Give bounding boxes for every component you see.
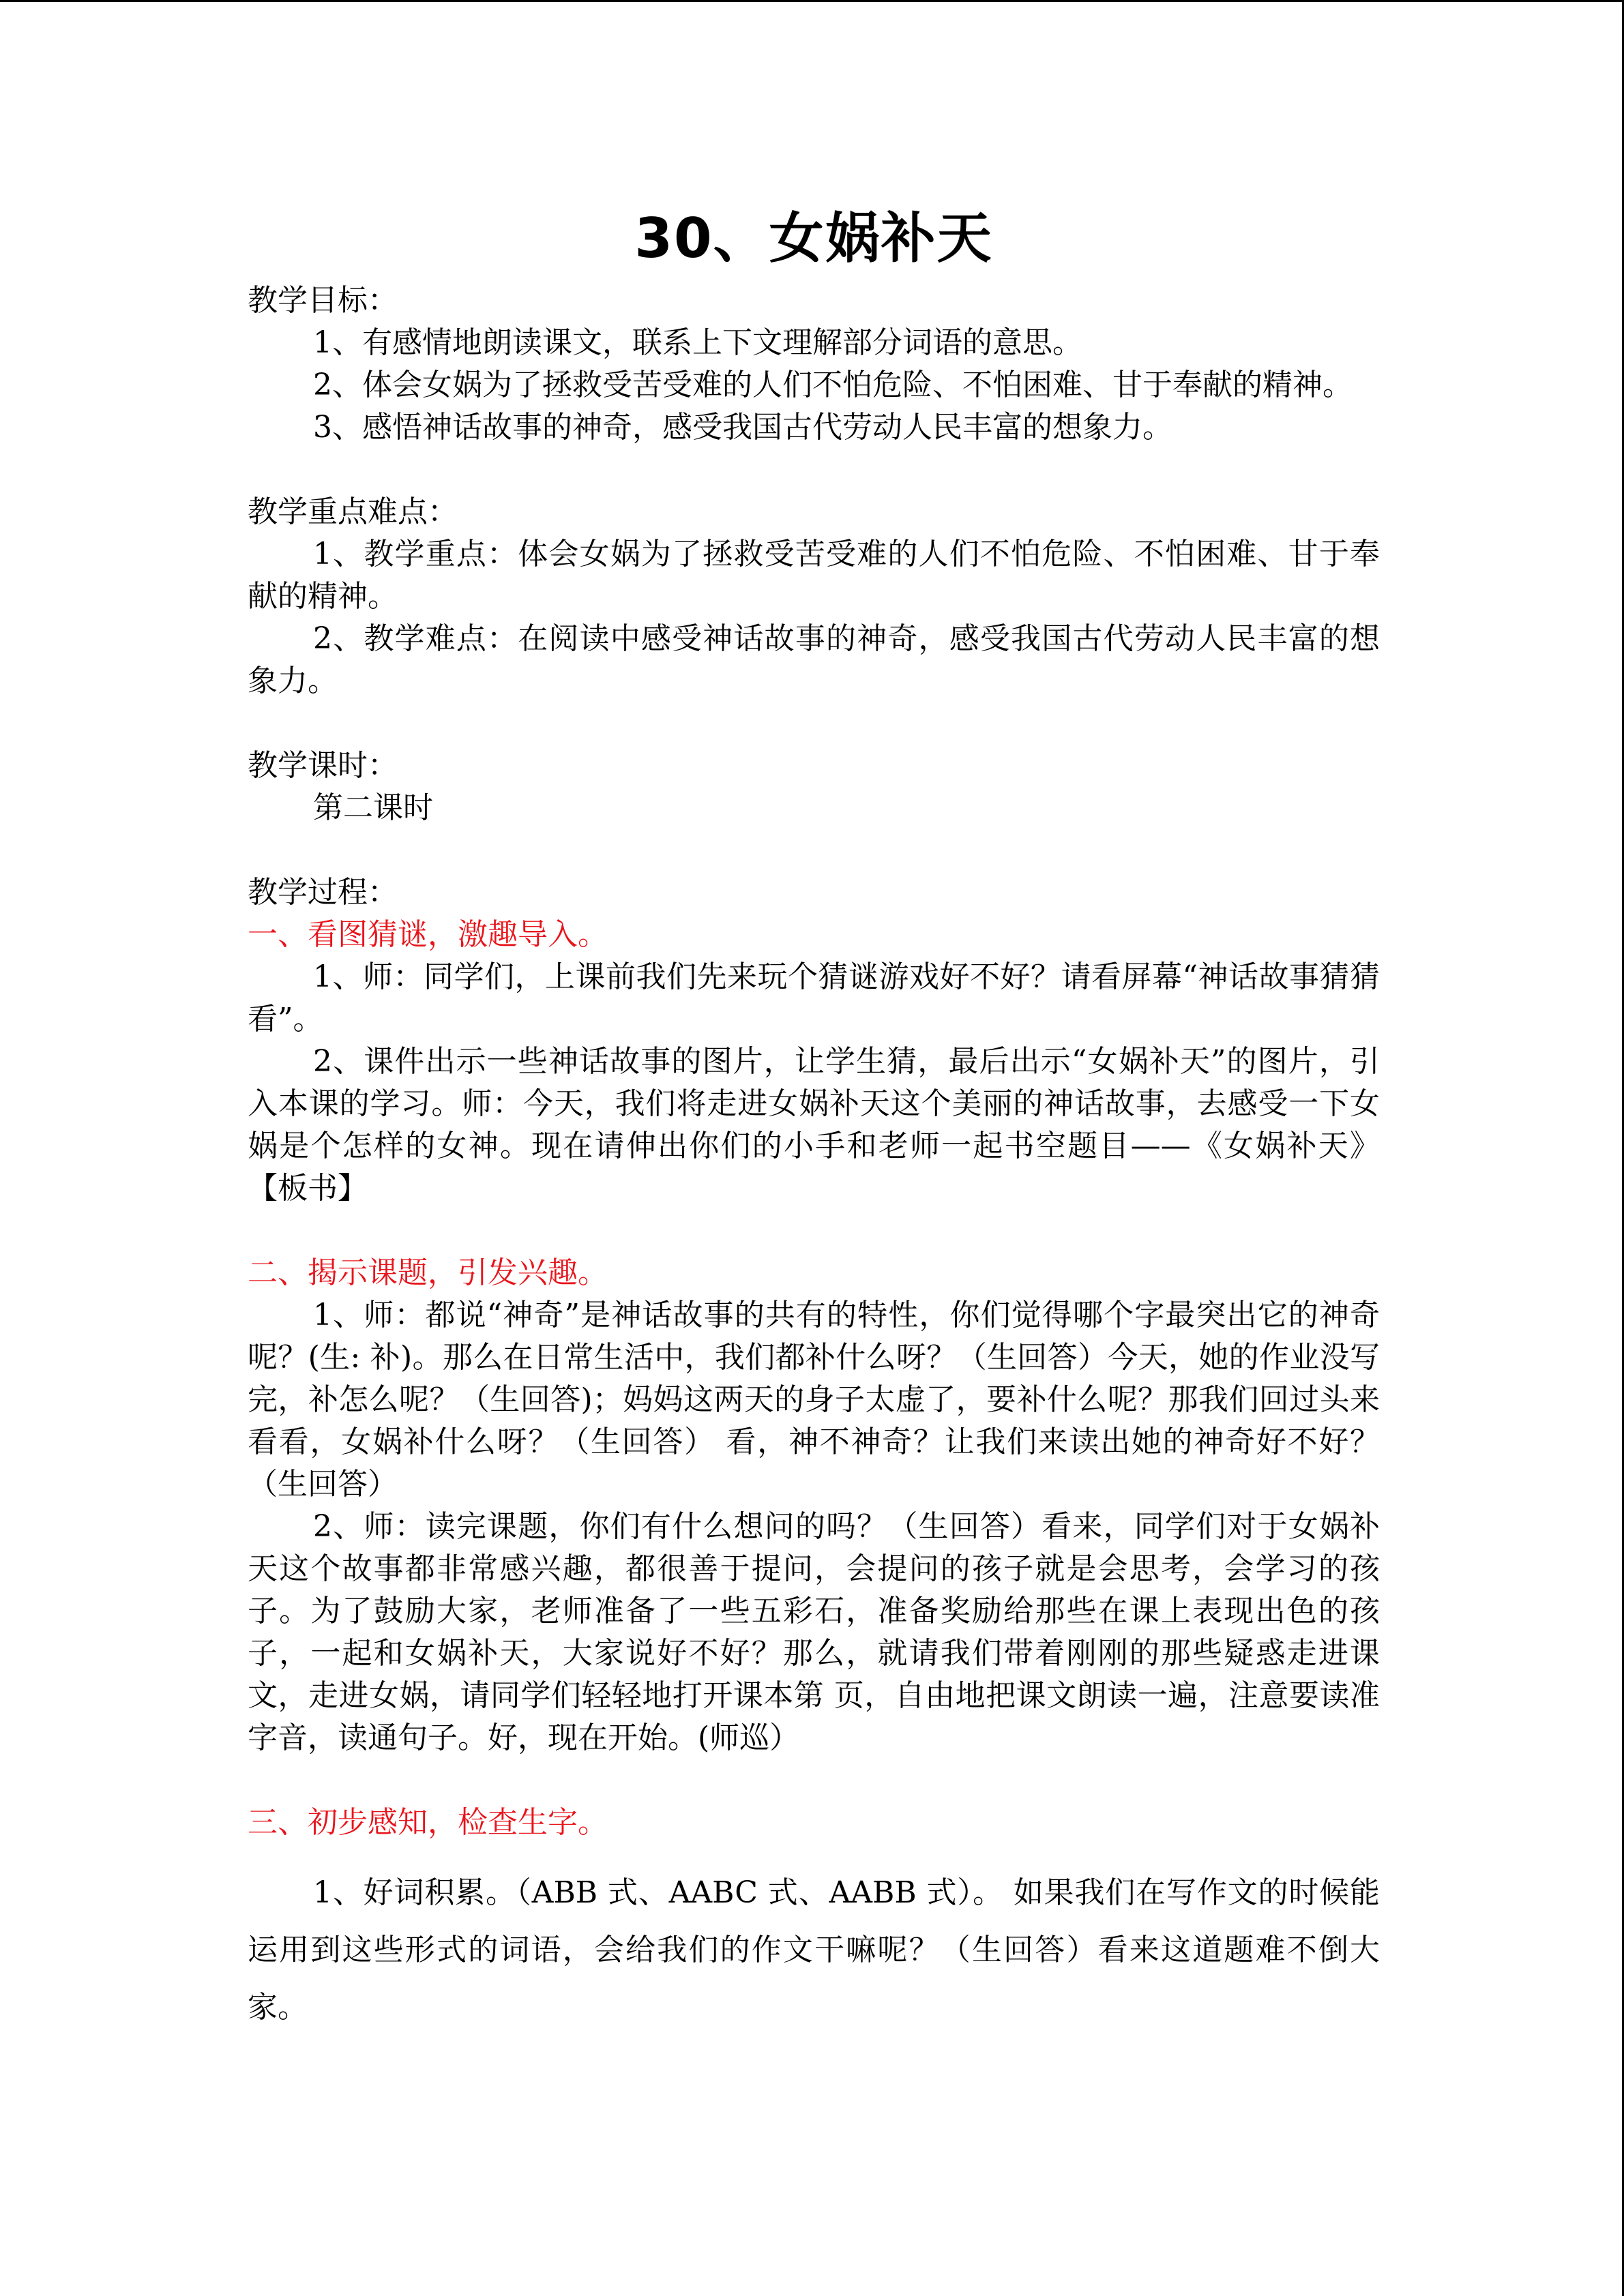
process-item: 2、课件出示一些神话故事的图片，让学生猜，最后出示“女娲补天”的图片，引入本课的学习。师：今天，我们将走进女娲补天这个美丽的神话故事，去感受一下女娲是个怎样的女神。现在请伸出你们的小手和老师一起书空题目——《女娲补天》 【板书】 (248, 1044, 1380, 1206)
spacer (248, 1844, 1380, 1864)
process-item: 2、师：读完课题，你们有什么想问的吗？（生回答）看来，同学们对于女娲补天这个故事都非常感兴趣，都很善于提问，会提问的孩子就是会思考，会学习的孩子。为了鼓励大家，老师准备了一些五彩石，准备奖励给那些在课上表现出色的孩子，一起和女娲补天，大家说好不好？那么，就请我们带着刚刚的那些疑惑走进课文，走进女娲，请同学们轻轻地打开课本第 页，自由地把课文朗读一遍，注意要读准字音，读通句子。好，现在开始。(师巡） (248, 1509, 1380, 1755)
process-item: 1、好词积累。（ABB 式、AABC 式、AABB 式）。 如果我们在写作文的时候能运用到这些形式的词语，会给我们的作文干嘛呢？（生回答）看来这道题难不倒大家。 (248, 1875, 1380, 2025)
section-heading-1: 一、看图猜谜，激趣导入。 (248, 917, 608, 952)
process-item: 1、师：同学们，上课前我们先来玩个猜谜游戏好不好？请看屏幕“神话故事猜猜看”。 (248, 959, 1380, 1037)
document-title: 30、女娲补天 (634, 207, 993, 270)
section-heading-3: 三、初步感知，检查生字。 (248, 1805, 608, 1840)
objective-item: 1、有感情地朗读课文，联系上下文理解部分词语的意思。 (313, 325, 1082, 360)
spacer (248, 1210, 1380, 1252)
key-points-label: 教学重点难点： (248, 494, 458, 529)
spacer (248, 702, 1380, 745)
objective-item: 2、体会女娲为了拯救受苦受难的人们不怕危险、不怕困难、甘于奉献的精神。 (313, 368, 1353, 402)
spacer (248, 1759, 1380, 1802)
section-heading-2: 二、揭示课题，引发兴趣。 (248, 1255, 608, 1290)
key-point-item: 2、教学难点：在阅读中感受神话故事的神奇，感受我国古代劳动人民丰富的想象力。 (248, 621, 1380, 698)
key-point-item: 1、教学重点：体会女娲为了拯救受苦受难的人们不怕危险、不怕困难、甘于奉献的精神。 (248, 537, 1380, 614)
spacer (248, 829, 1380, 871)
process-item: 1、师：都说“神奇”是神话故事的共有的特性，你们觉得哪个字最突出它的神奇呢？(生: 补)。那么在日常生活中，我们都补什么呀？（生回答）今天，她的作业没写完，补怎么呢？（生回答)；妈妈这两天的身子太虚了，要补什么呢？那我们回过头来看看，女娲补什么呀？（生回答） 看，神不神奇？让我们来读出她的神奇好不好？（生回答） (248, 1298, 1380, 1502)
document-body (248, 198, 1380, 2036)
periods-label: 教学课时： (248, 748, 398, 783)
objectives-label: 教学目标： (248, 283, 398, 318)
spacer (248, 449, 1380, 491)
periods-value: 第二课时 (313, 790, 433, 825)
objective-item: 3、感悟神话故事的神奇，感受我国古代劳动人民丰富的想象力。 (313, 410, 1172, 445)
process-label: 教学过程： (248, 875, 398, 910)
